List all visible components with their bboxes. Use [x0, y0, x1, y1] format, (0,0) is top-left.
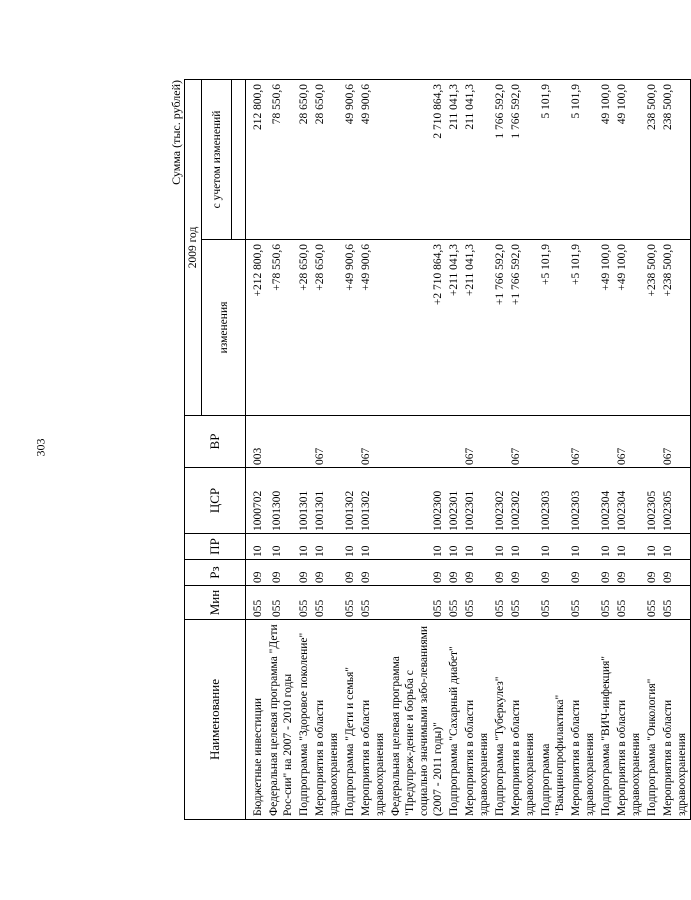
row-change: +2 710 864,3 — [388, 240, 446, 416]
page-number: 303 — [33, 438, 48, 457]
table-row — [462, 79, 492, 819]
row-min: 055 — [598, 586, 614, 620]
row-total: 5 101,9 — [568, 79, 598, 239]
row-rz: 09 — [644, 560, 660, 586]
row-name: Подпрограмма "Здоровое поколение" — [296, 620, 312, 820]
row-change: +1 766 592,0 — [508, 240, 538, 416]
row-pr: 10 — [446, 534, 462, 560]
table-row — [614, 79, 644, 819]
row-min: 055 — [462, 586, 492, 620]
row-change: +49 900,6 — [358, 240, 388, 416]
row-pr: 10 — [598, 534, 614, 560]
row-total: 28 650,0 — [296, 79, 312, 239]
row-min: 055 — [342, 586, 358, 620]
row-rz: 09 — [660, 560, 691, 586]
row-csr: 1002300 — [388, 468, 446, 534]
row-vr: 067 — [462, 416, 492, 468]
row-csr: 1002303 — [568, 468, 598, 534]
header-name: Наименование — [185, 620, 246, 820]
row-rz: 09 — [598, 560, 614, 586]
row-vr: 067 — [358, 416, 388, 468]
row-rz: 09 — [358, 560, 388, 586]
row-min: 055 — [388, 586, 446, 620]
row-csr: 1002303 — [538, 468, 568, 534]
row-pr: 10 — [492, 534, 508, 560]
row-change: +211 041,3 — [462, 240, 492, 416]
row-min: 055 — [508, 586, 538, 620]
header-min: Мин — [185, 586, 246, 620]
row-min: 055 — [492, 586, 508, 620]
header-csr: ЦСР — [185, 468, 246, 534]
row-vr: 067 — [312, 416, 342, 468]
row-change: +238 500,0 — [660, 240, 691, 416]
row-pr: 10 — [342, 534, 358, 560]
row-csr: 1001302 — [342, 468, 358, 534]
row-pr: 10 — [538, 534, 568, 560]
rotated-page — [168, 80, 688, 820]
row-total: 1 766 592,0 — [492, 79, 508, 239]
row-csr: 1002302 — [492, 468, 508, 534]
row-total: 49 900,6 — [358, 79, 388, 239]
row-vr — [492, 416, 508, 468]
row-total: 238 500,0 — [660, 79, 691, 239]
row-pr: 10 — [614, 534, 644, 560]
row-min: 055 — [312, 586, 342, 620]
row-name: Мероприятия в области здравоохранения — [508, 620, 538, 820]
row-total: 5 101,9 — [538, 79, 568, 239]
row-min: 055 — [269, 586, 296, 620]
row-vr — [296, 416, 312, 468]
row-change: +1 766 592,0 — [492, 240, 508, 416]
row-rz: 09 — [614, 560, 644, 586]
row-total: 49 900,6 — [342, 79, 358, 239]
row-change: +28 650,0 — [296, 240, 312, 416]
row-pr: 10 — [568, 534, 598, 560]
row-change: +212 800,0 — [246, 240, 267, 416]
row-csr: 1002301 — [446, 468, 462, 534]
table-row — [644, 79, 660, 819]
row-pr: 10 — [312, 534, 342, 560]
row-vr — [446, 416, 462, 468]
row-pr: 10 — [644, 534, 660, 560]
row-pr: 10 — [246, 534, 267, 560]
row-vr — [388, 416, 446, 468]
header-with-changes: с учетом изменений — [202, 79, 232, 239]
row-csr: 1002301 — [462, 468, 492, 534]
row-vr: 003 — [246, 416, 267, 468]
row-vr: 067 — [568, 416, 598, 468]
row-vr — [269, 416, 296, 468]
header-pr: ПР — [185, 534, 246, 560]
row-min: 055 — [614, 586, 644, 620]
row-name: Мероприятия в области здравоохранения — [614, 620, 644, 820]
row-csr: 1002304 — [614, 468, 644, 534]
row-min: 055 — [644, 586, 660, 620]
row-change: +238 500,0 — [644, 240, 660, 416]
row-pr: 10 — [462, 534, 492, 560]
row-total: 78 550,6 — [269, 79, 296, 239]
header-blank — [232, 79, 246, 239]
header-changes: изменения — [202, 240, 246, 416]
row-change: +5 101,9 — [538, 240, 568, 416]
row-csr: 1002304 — [598, 468, 614, 534]
row-pr: 10 — [269, 534, 296, 560]
budget-table — [184, 79, 691, 820]
row-min: 055 — [246, 586, 267, 620]
row-vr: 067 — [660, 416, 691, 468]
row-name: Мероприятия в области здравоохранения — [660, 620, 691, 820]
table-row — [660, 79, 691, 819]
row-name: Подпрограмма "Дети и семья" — [342, 620, 358, 820]
row-name: Федеральная целевая программа "Предупреж-дение и борьба с социально значимыми забо-леваниями (2007 - 2011 годы)" — [388, 620, 446, 820]
header-vr: ВР — [185, 416, 246, 468]
row-csr: 1002305 — [644, 468, 660, 534]
header-year: 2009 год — [185, 79, 202, 415]
row-csr: 1002305 — [660, 468, 691, 534]
header-rz: Рз — [185, 560, 246, 586]
row-min: 055 — [296, 586, 312, 620]
row-vr — [644, 416, 660, 468]
row-min: 055 — [568, 586, 598, 620]
row-name: Подпрограмма "Онкология" — [644, 620, 660, 820]
row-name: Подпрограмма "Туберкулез" — [492, 620, 508, 820]
table-row — [388, 79, 446, 819]
row-rz: 09 — [538, 560, 568, 586]
row-name: Мероприятия в области здравоохранения — [462, 620, 492, 820]
row-csr: 1001300 — [269, 468, 296, 534]
row-vr — [342, 416, 358, 468]
row-change: +78 550,6 — [269, 240, 296, 416]
row-name: Мероприятия в области здравоохранения — [568, 620, 598, 820]
row-pr: 10 — [508, 534, 538, 560]
row-change: +49 100,0 — [614, 240, 644, 416]
row-min: 055 — [538, 586, 568, 620]
row-rz: 09 — [342, 560, 358, 586]
table-row — [358, 79, 388, 819]
row-total: 212 800,0 — [246, 79, 267, 239]
row-rz: 09 — [296, 560, 312, 586]
row-total: 28 650,0 — [312, 79, 342, 239]
row-pr: 10 — [660, 534, 691, 560]
table-row — [508, 79, 538, 819]
row-min: 055 — [660, 586, 691, 620]
row-rz: 09 — [388, 560, 446, 586]
row-rz: 09 — [492, 560, 508, 586]
table-row — [598, 79, 614, 819]
row-rz: 09 — [508, 560, 538, 586]
row-name: Подпрограмма "Вакцинопрофилактика" — [538, 620, 568, 820]
table-row — [296, 79, 312, 819]
row-change: +211 041,3 — [446, 240, 462, 416]
row-rz: 09 — [446, 560, 462, 586]
row-change: +28 650,0 — [312, 240, 342, 416]
table-row — [342, 79, 358, 819]
row-rz: 09 — [269, 560, 296, 586]
row-rz: 09 — [312, 560, 342, 586]
row-name: Федеральная целевая программа "Дети Рос-сии" на 2007 - 2010 годы — [266, 620, 296, 820]
table-row — [492, 79, 508, 819]
row-rz: 09 — [246, 560, 267, 586]
row-total: 2 710 864,3 — [388, 79, 446, 239]
row-csr: 1001301 — [312, 468, 342, 534]
row-total: 49 100,0 — [614, 79, 644, 239]
table-row — [568, 79, 598, 819]
table-row — [246, 79, 267, 819]
row-name: Подпрограмма "ВИЧ-инфекция" — [598, 620, 614, 820]
row-rz: 09 — [462, 560, 492, 586]
row-vr: 067 — [508, 416, 538, 468]
row-vr — [538, 416, 568, 468]
row-total: 1 766 592,0 — [508, 79, 538, 239]
row-total: 238 500,0 — [644, 79, 660, 239]
table-row — [312, 79, 342, 819]
row-total: 211 041,3 — [446, 79, 462, 239]
row-name: Мероприятия в области здравоохранения — [312, 620, 342, 820]
row-vr — [598, 416, 614, 468]
row-min: 055 — [446, 586, 462, 620]
row-csr: 1002302 — [508, 468, 538, 534]
row-pr: 10 — [296, 534, 312, 560]
row-total: 49 100,0 — [598, 79, 614, 239]
row-vr: 067 — [614, 416, 644, 468]
units-label: Сумма (тыс. рублей) — [169, 80, 183, 185]
row-total: 211 041,3 — [462, 79, 492, 239]
table-row — [538, 79, 568, 819]
row-csr: 1001301 — [296, 468, 312, 534]
row-name: Бюджетные инвестиции — [246, 620, 267, 820]
row-pr: 10 — [358, 534, 388, 560]
row-csr: 1000702 — [246, 468, 267, 534]
row-change: +49 900,6 — [342, 240, 358, 416]
row-name: Подпрограмма "Сахарный диабет" — [446, 620, 462, 820]
row-csr: 1001302 — [358, 468, 388, 534]
row-name: Мероприятия в области здравоохранения — [358, 620, 388, 820]
row-change: +49 100,0 — [598, 240, 614, 416]
row-change: +5 101,9 — [568, 240, 598, 416]
table-row — [446, 79, 462, 819]
row-pr: 10 — [388, 534, 446, 560]
row-rz: 09 — [568, 560, 598, 586]
row-min: 055 — [358, 586, 388, 620]
